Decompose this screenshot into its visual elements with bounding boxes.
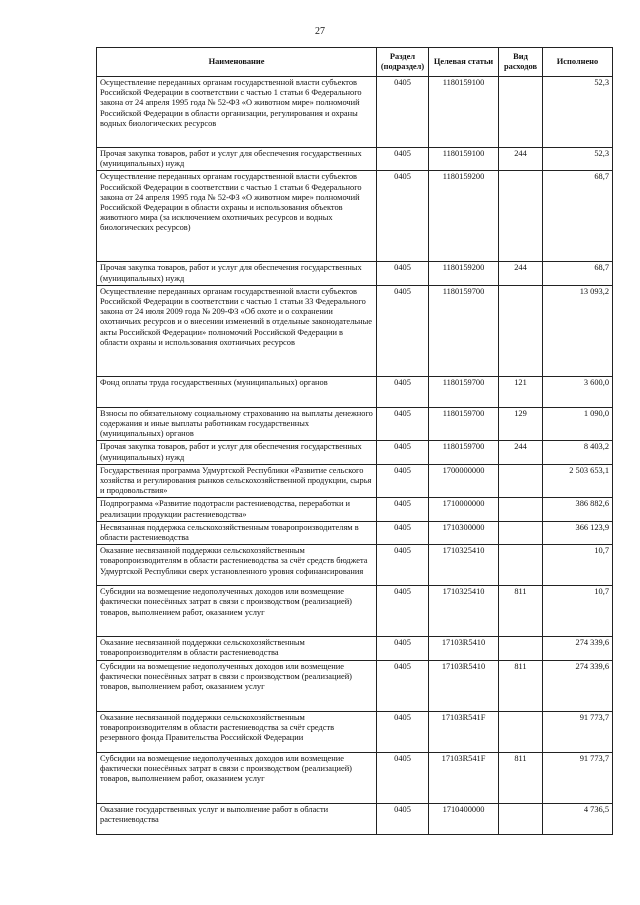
cell-name: Осуществление переданных органам государственной власти субъектов Российской Федерации в соответствии с частью 1 статьи 33 Федерального закона от 24 июля 2009 года № 209-ФЗ «Об охоте и о сохранении охотничьих ресурсов и о внесении изменений в отдельные законодательные акты Российской Федерации» полномочий Российской Федерации в области охраны и использования охотничьих ресурсов	[97, 285, 377, 376]
header-section: Раздел (подраздел)	[377, 48, 429, 77]
cell-amount: 274 339,6	[543, 660, 613, 711]
header-amount: Исполнено	[543, 48, 613, 77]
cell-target: 1180159100	[429, 148, 499, 171]
cell-expense: 121	[499, 376, 543, 407]
cell-amount: 68,7	[543, 262, 613, 285]
table-row	[97, 77, 613, 148]
cell-target: 1180159700	[429, 407, 499, 441]
table-row	[97, 407, 613, 441]
cell-section: 0405	[377, 637, 429, 660]
cell-expense: 244	[499, 262, 543, 285]
cell-section: 0405	[377, 441, 429, 464]
cell-expense	[499, 711, 543, 752]
table-row	[97, 148, 613, 171]
table-row	[97, 285, 613, 376]
cell-target: 1710325410	[429, 586, 499, 637]
table-row	[97, 262, 613, 285]
cell-section: 0405	[377, 660, 429, 711]
cell-name: Фонд оплаты труда государственных (муниципальных) органов	[97, 376, 377, 407]
cell-section: 0405	[377, 498, 429, 521]
header-name: Наименование	[97, 48, 377, 77]
cell-name: Подпрограмма «Развитие подотрасли растениеводства, переработки и реализации продукции растениеводства»	[97, 498, 377, 521]
cell-amount: 1 090,0	[543, 407, 613, 441]
cell-target: 1180159100	[429, 77, 499, 148]
table-row	[97, 498, 613, 521]
table-row	[97, 171, 613, 262]
table-row	[97, 586, 613, 637]
cell-name: Оказание несвязанной поддержки сельскохозяйственным товаропроизводителям в области растениеводства за счёт средств бюджета Удмуртской Республики сверх установленного уровня софинансирования	[97, 545, 377, 586]
cell-expense	[499, 545, 543, 586]
cell-expense: 811	[499, 586, 543, 637]
cell-amount: 10,7	[543, 586, 613, 637]
table-row	[97, 752, 613, 803]
cell-amount: 52,3	[543, 77, 613, 148]
cell-expense	[499, 803, 543, 834]
cell-target: 1180159700	[429, 285, 499, 376]
cell-section: 0405	[377, 711, 429, 752]
cell-expense: 129	[499, 407, 543, 441]
cell-section: 0405	[377, 464, 429, 498]
table-row	[97, 711, 613, 752]
cell-section: 0405	[377, 171, 429, 262]
table-row	[97, 441, 613, 464]
cell-name: Осуществление переданных органам государственной власти субъектов Российской Федерации в соответствии с частью 1 статьи 6 Федерального закона от 24 апреля 1995 года № 52-ФЗ «О животном мире» полномочий Российской Федерации в области охраны и использования объектов животного мира (за исключением охотничьих ресурсов и водных биологических ресурсов)	[97, 171, 377, 262]
cell-section: 0405	[377, 376, 429, 407]
page-number: 27	[315, 26, 325, 37]
cell-amount: 8 403,2	[543, 441, 613, 464]
cell-name: Оказание государственных услуг и выполнение работ в области растениеводства	[97, 803, 377, 834]
cell-expense: 244	[499, 148, 543, 171]
cell-name: Прочая закупка товаров, работ и услуг для обеспечения государственных (муниципальных) нужд	[97, 148, 377, 171]
table-row	[97, 803, 613, 834]
cell-target: 17103R541F	[429, 752, 499, 803]
cell-name: Осуществление переданных органам государственной власти субъектов Российской Федерации в соответствии с частью 1 статьи 6 Федерального закона от 24 апреля 1995 года № 52-ФЗ «О животном мире» полномочий Российской Федерации в области организации, регулирования и охраны водных биологических ресурсов	[97, 77, 377, 148]
cell-section: 0405	[377, 148, 429, 171]
cell-amount: 68,7	[543, 171, 613, 262]
cell-expense	[499, 285, 543, 376]
budget-table	[96, 47, 613, 835]
cell-target: 1180159200	[429, 262, 499, 285]
cell-target: 17103R541F	[429, 711, 499, 752]
cell-expense: 811	[499, 752, 543, 803]
cell-expense: 244	[499, 441, 543, 464]
cell-amount: 13 093,2	[543, 285, 613, 376]
cell-name: Прочая закупка товаров, работ и услуг для обеспечения государственных (муниципальных) нужд	[97, 262, 377, 285]
cell-section: 0405	[377, 803, 429, 834]
cell-name: Субсидии на возмещение недополученных доходов или возмещение фактически понесённых затрат в связи с производством (реализацией) товаров, выполнением работ, оказанием услуг	[97, 660, 377, 711]
cell-expense	[499, 637, 543, 660]
cell-amount: 274 339,6	[543, 637, 613, 660]
cell-section: 0405	[377, 285, 429, 376]
cell-target: 1180159700	[429, 441, 499, 464]
cell-expense	[499, 498, 543, 521]
cell-name: Субсидии на возмещение недополученных доходов или возмещение фактически понесённых затрат в связи с производством (реализацией) товаров, выполнением работ, оказанием услуг	[97, 752, 377, 803]
cell-expense	[499, 521, 543, 544]
cell-target: 17103R5410	[429, 660, 499, 711]
cell-target: 1710000000	[429, 498, 499, 521]
header-target: Целевая статьи	[429, 48, 499, 77]
cell-expense	[499, 464, 543, 498]
cell-target: 1700000000	[429, 464, 499, 498]
table-row	[97, 376, 613, 407]
cell-name: Субсидии на возмещение недополученных доходов или возмещение фактически понесённых затрат в связи с производством (реализацией) товаров, выполнением работ, оказанием услуг	[97, 586, 377, 637]
cell-amount: 386 882,6	[543, 498, 613, 521]
cell-amount: 4 736,5	[543, 803, 613, 834]
cell-section: 0405	[377, 752, 429, 803]
cell-section: 0405	[377, 262, 429, 285]
cell-expense	[499, 77, 543, 148]
cell-target: 1180159200	[429, 171, 499, 262]
cell-amount: 3 600,0	[543, 376, 613, 407]
cell-name: Государственная программа Удмуртской Республики «Развитие сельского хозяйства и регулирования рынков сельскохозяйственной продукции, сырья и продовольствия»	[97, 464, 377, 498]
cell-amount: 52,3	[543, 148, 613, 171]
table-row	[97, 637, 613, 660]
cell-expense	[499, 171, 543, 262]
table-row	[97, 660, 613, 711]
cell-name: Несвязанная поддержка сельскохозяйственным товаропроизводителям в области растениеводства	[97, 521, 377, 544]
cell-section: 0405	[377, 407, 429, 441]
table-row	[97, 464, 613, 498]
cell-target: 17103R5410	[429, 637, 499, 660]
cell-section: 0405	[377, 586, 429, 637]
cell-section: 0405	[377, 521, 429, 544]
cell-amount: 366 123,9	[543, 521, 613, 544]
header-expense: Вид расходов	[499, 48, 543, 77]
cell-target: 1710400000	[429, 803, 499, 834]
cell-amount: 2 503 653,1	[543, 464, 613, 498]
cell-target: 1710300000	[429, 521, 499, 544]
cell-name: Оказание несвязанной поддержки сельскохозяйственным товаропроизводителям в области растениеводства за счёт средств резервного фонда Правительства Российской Федерации	[97, 711, 377, 752]
cell-amount: 91 773,7	[543, 711, 613, 752]
cell-target: 1710325410	[429, 545, 499, 586]
cell-expense: 811	[499, 660, 543, 711]
table-row	[97, 521, 613, 544]
cell-section: 0405	[377, 545, 429, 586]
table-row	[97, 545, 613, 586]
cell-amount: 91 773,7	[543, 752, 613, 803]
cell-name: Взносы по обязательному социальному страхованию на выплаты денежного содержания и иные выплаты работникам государственных (муниципальных) органов	[97, 407, 377, 441]
cell-target: 1180159700	[429, 376, 499, 407]
cell-name: Прочая закупка товаров, работ и услуг для обеспечения государственных (муниципальных) нужд	[97, 441, 377, 464]
cell-amount: 10,7	[543, 545, 613, 586]
table-header-row	[97, 48, 613, 77]
cell-name: Оказание несвязанной поддержки сельскохозяйственным товаропроизводителям в области растениеводства	[97, 637, 377, 660]
cell-section: 0405	[377, 77, 429, 148]
